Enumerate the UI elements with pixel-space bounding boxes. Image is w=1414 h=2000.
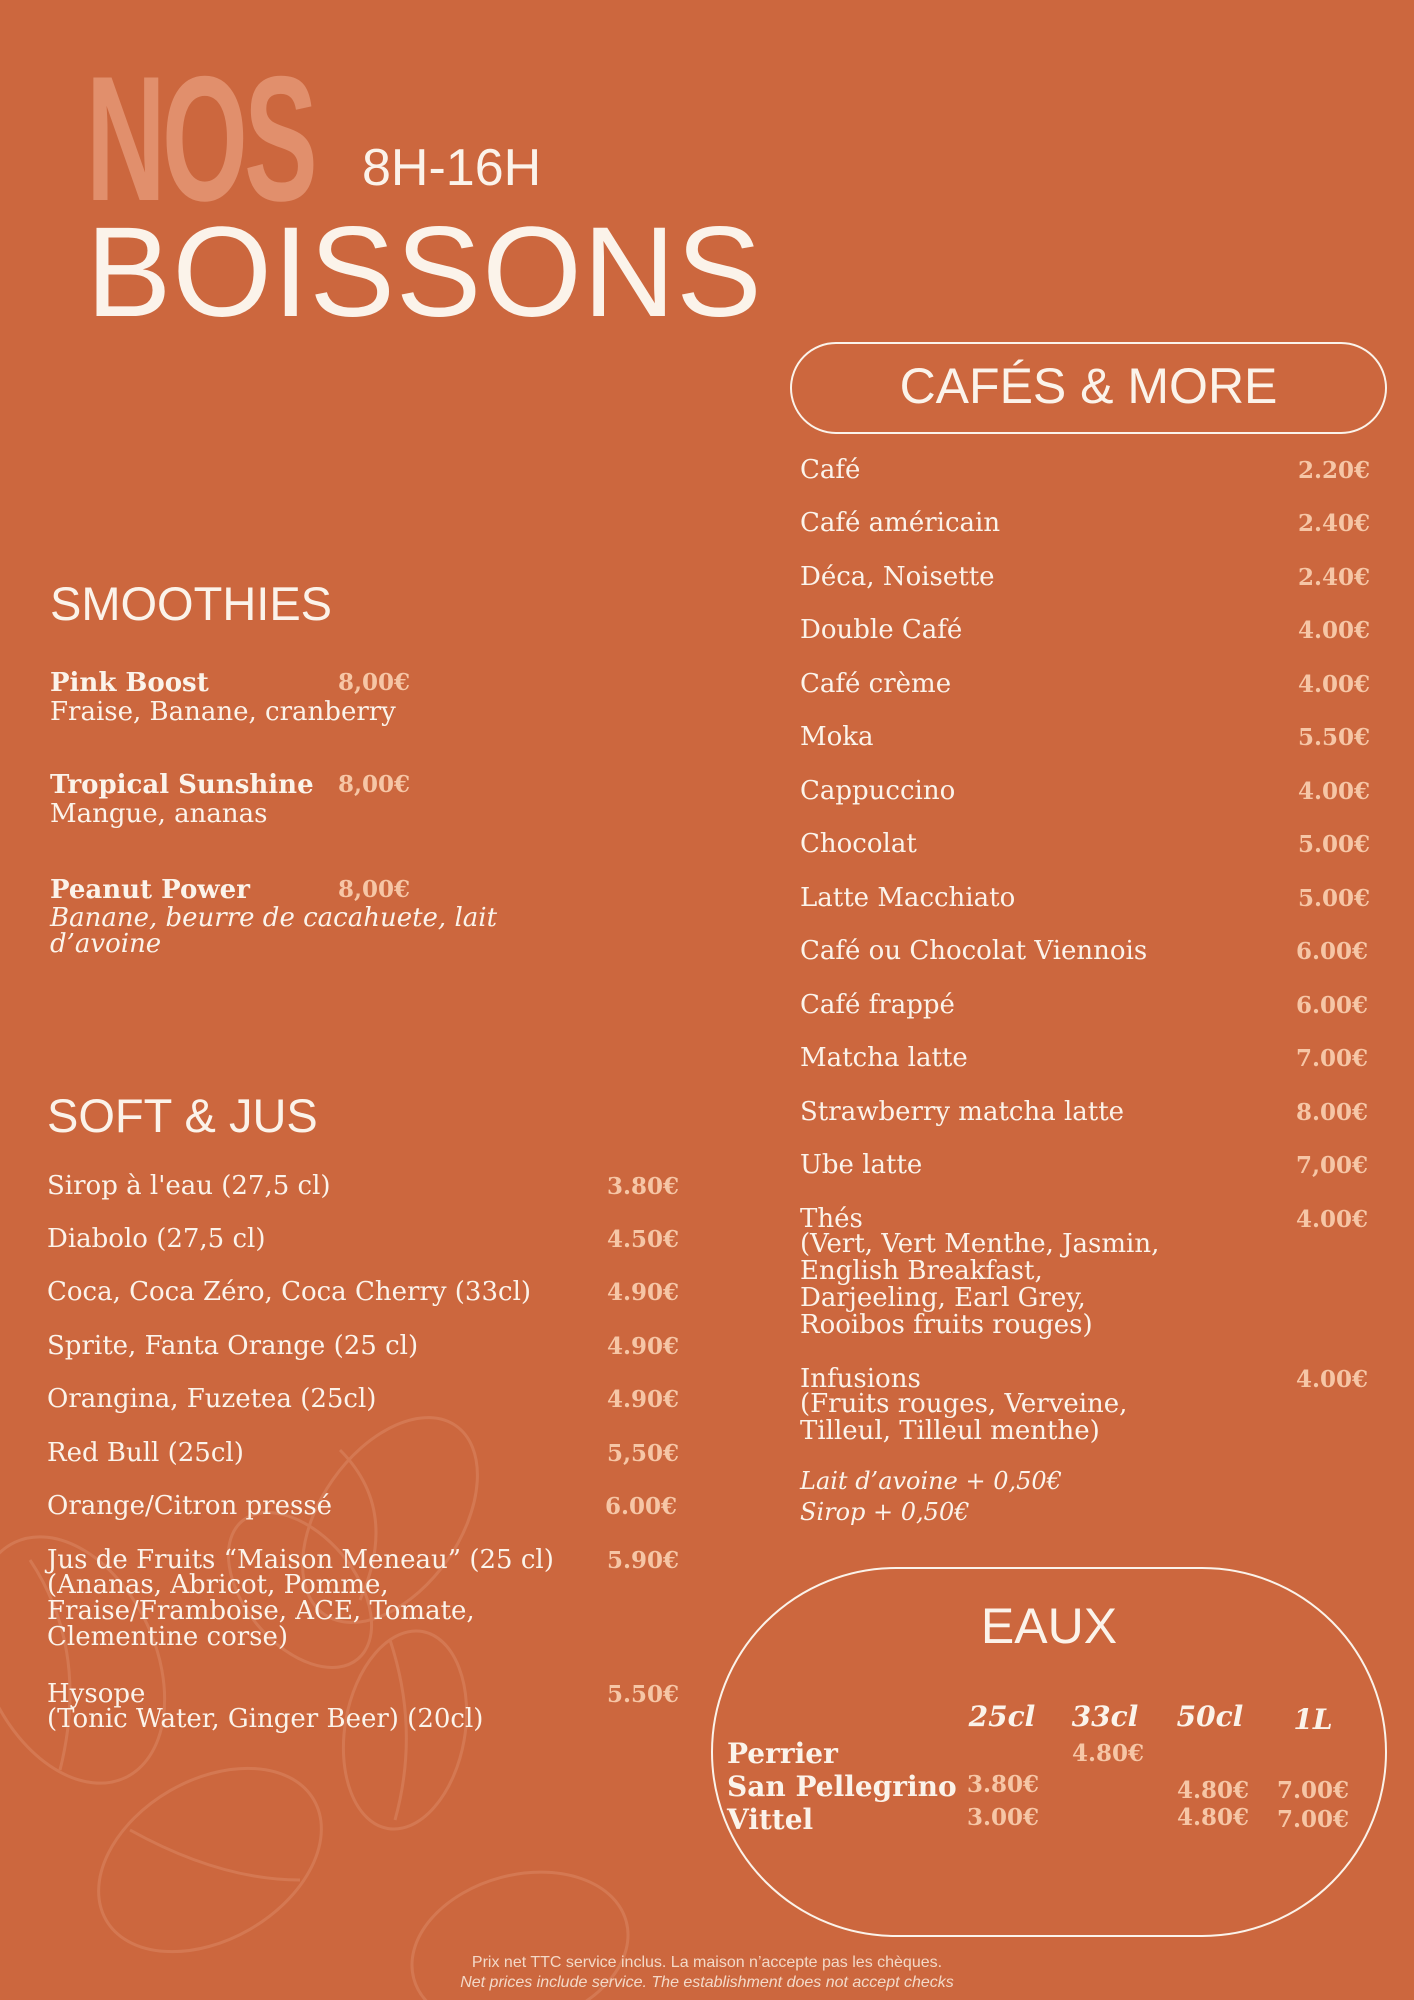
cafe-item-detail: Tilleul, Tilleul menthe) <box>800 1416 1100 1446</box>
cafe-item-label: Chocolat <box>800 829 917 859</box>
cafe-item-label: Double Café <box>800 615 963 645</box>
soft-jus-title: SOFT & JUS <box>47 1089 318 1142</box>
cafe-item-price: 6.00€ <box>1296 992 1369 1019</box>
cafe-item-price: 6.00€ <box>1296 938 1369 965</box>
smoothie-name: Peanut Power <box>50 875 250 905</box>
column-50cl: 50cl <box>1176 1700 1244 1733</box>
cafe-item-price: 8.00€ <box>1296 1099 1369 1126</box>
soft-item-price: 5.90€ <box>607 1547 680 1574</box>
cafe-item-price: 4.00€ <box>1298 778 1371 805</box>
smoothie-name: Pink Boost <box>50 668 209 698</box>
soft-item-label: Coca, Coca Zéro, Coca Cherry (33cl) <box>47 1277 532 1307</box>
cafe-item-detail: (Vert, Vert Menthe, Jasmin, <box>800 1229 1160 1259</box>
cafe-item-price: 4.00€ <box>1298 617 1371 644</box>
water-price: 4.80€ <box>1176 1777 1250 1804</box>
water-price: 7.00€ <box>1276 1806 1350 1833</box>
cafe-item-label: Café <box>800 455 861 485</box>
eaux-title: EAUX <box>980 1598 1118 1654</box>
soft-item-detail: Fraise/Framboise, ACE, Tomate, <box>47 1596 475 1626</box>
smoothie-item <box>50 770 570 828</box>
soft-item-price: 4.90€ <box>607 1279 680 1306</box>
water-price: 7.00€ <box>1276 1777 1350 1804</box>
cafe-item-label: Cappuccino <box>800 776 956 806</box>
soft-item-detail: Clementine corse) <box>47 1622 289 1652</box>
page-title: BOISSONS <box>86 201 763 344</box>
soft-item <box>47 1680 683 1740</box>
soft-item-price: 6.00€ <box>605 1493 678 1520</box>
smoothie-item <box>50 668 570 726</box>
cafes-title: CAFÉS & MORE <box>899 358 1278 414</box>
cafe-item-label: Matcha latte <box>800 1043 968 1073</box>
cafe-item-price: 5.00€ <box>1298 831 1371 858</box>
cafe-item-label: Déca, Noisette <box>800 562 995 592</box>
soft-item-price: 3.80€ <box>607 1173 680 1200</box>
extra-oat-milk: Lait d’avoine + 0,50€ <box>800 1467 1062 1495</box>
cafe-item-detail: Darjeeling, Earl Grey, <box>800 1283 1086 1313</box>
smoothie-price: 8,00€ <box>338 669 411 696</box>
smoothie-description: Mangue, ananas <box>50 799 268 829</box>
soft-item-label: Sirop à l'eau (27,5 cl) <box>47 1171 331 1201</box>
cafe-item <box>800 1205 1374 1345</box>
footer-note-fr: Prix net TTC service inclus. La maison n’accepte pas les chèques. <box>471 1954 943 1971</box>
smoothie-price: 8,00€ <box>338 771 411 798</box>
footer-note-en: Net prices include service. The establishment does not accept checks <box>460 1974 954 1991</box>
water-price: 4.80€ <box>1071 1740 1145 1767</box>
cafe-item-price: 5.50€ <box>1298 724 1371 751</box>
soft-item-price: 5.50€ <box>607 1681 680 1708</box>
cafe-item-price: 2.40€ <box>1298 510 1371 537</box>
cafe-item-price: 2.20€ <box>1298 457 1371 484</box>
cafe-item-detail: English Breakfast, <box>800 1256 1043 1286</box>
smoothie-item <box>50 875 570 957</box>
water-price: 3.00€ <box>966 1804 1040 1831</box>
soft-item-price: 4.90€ <box>607 1386 680 1413</box>
cafe-item-label: Ube latte <box>800 1150 923 1180</box>
soft-item-price: 4.50€ <box>607 1226 680 1253</box>
cafe-item-price: 4.00€ <box>1298 671 1371 698</box>
extra-syrup: Sirop + 0,50€ <box>800 1498 970 1526</box>
soft-item-label: Hysope <box>47 1679 146 1709</box>
water-name: Perrier <box>727 1737 838 1770</box>
cafe-item-price: 5.00€ <box>1298 885 1371 912</box>
cafe-item-label: Café frappé <box>800 990 955 1020</box>
cafe-item-price: 4.00€ <box>1296 1206 1369 1233</box>
cafe-item <box>800 1365 1374 1455</box>
footer-note <box>0 1953 1414 1993</box>
cafe-item-detail: Rooibos fruits rouges) <box>800 1310 1093 1340</box>
cafe-item-price: 2.40€ <box>1298 564 1371 591</box>
water-price: 3.80€ <box>966 1771 1040 1798</box>
column-25cl: 25cl <box>968 1700 1036 1733</box>
water-name: San Pellegrino <box>727 1770 957 1803</box>
cafe-item-label: Strawberry matcha latte <box>800 1097 1125 1127</box>
soft-item-label: Orange/Citron pressé <box>47 1491 333 1521</box>
cafe-item-label: Café américain <box>800 508 1001 538</box>
opening-hours: 8H-16H <box>362 139 542 197</box>
smoothie-name: Tropical Sunshine <box>50 770 314 800</box>
soft-item-label: Diabolo (27,5 cl) <box>47 1224 266 1254</box>
water-name: Vittel <box>727 1803 814 1836</box>
soft-item-label: Sprite, Fanta Orange (25 cl) <box>47 1331 419 1361</box>
cafe-item-label: Infusions <box>800 1364 921 1394</box>
soft-item-detail: (Tonic Water, Ginger Beer) (20cl) <box>47 1704 484 1734</box>
water-price: 4.80€ <box>1176 1804 1250 1831</box>
cafe-item-label: Café crème <box>800 669 952 699</box>
cafe-item-price: 7,00€ <box>1296 1152 1369 1179</box>
cafe-item-label: Latte Macchiato <box>800 883 1016 913</box>
column-1l: 1L <box>1293 1703 1333 1736</box>
soft-item-price: 5,50€ <box>607 1440 680 1467</box>
cafe-item-label: Thés <box>800 1204 863 1234</box>
smoothie-description: Fraise, Banane, cranberry <box>50 697 396 727</box>
cafe-item-detail: (Fruits rouges, Verveine, <box>800 1389 1128 1419</box>
cafe-item-price: 7.00€ <box>1296 1045 1369 1072</box>
soft-item <box>47 1546 683 1656</box>
soft-item-detail: (Ananas, Abricot, Pomme, <box>47 1570 389 1600</box>
soft-item-label: Jus de Fruits “Maison Meneau” (25 cl) <box>47 1545 554 1575</box>
column-33cl: 33cl <box>1071 1700 1139 1733</box>
cafe-item-price: 4.00€ <box>1296 1366 1369 1393</box>
nos-heading: NOS <box>86 39 314 238</box>
soft-item-price: 4.90€ <box>607 1333 680 1360</box>
smoothies-title: SMOOTHIES <box>50 577 333 630</box>
soft-item-label: Red Bull (25cl) <box>47 1438 244 1468</box>
cafe-item-label: Café ou Chocolat Viennois <box>800 936 1148 966</box>
smoothie-description: Banane, beurre de cacahuete, lait d’avoine <box>50 903 498 959</box>
soft-item-label: Orangina, Fuzetea (25cl) <box>47 1384 377 1414</box>
smoothie-price: 8,00€ <box>338 876 411 903</box>
cafe-item-label: Moka <box>800 722 874 752</box>
